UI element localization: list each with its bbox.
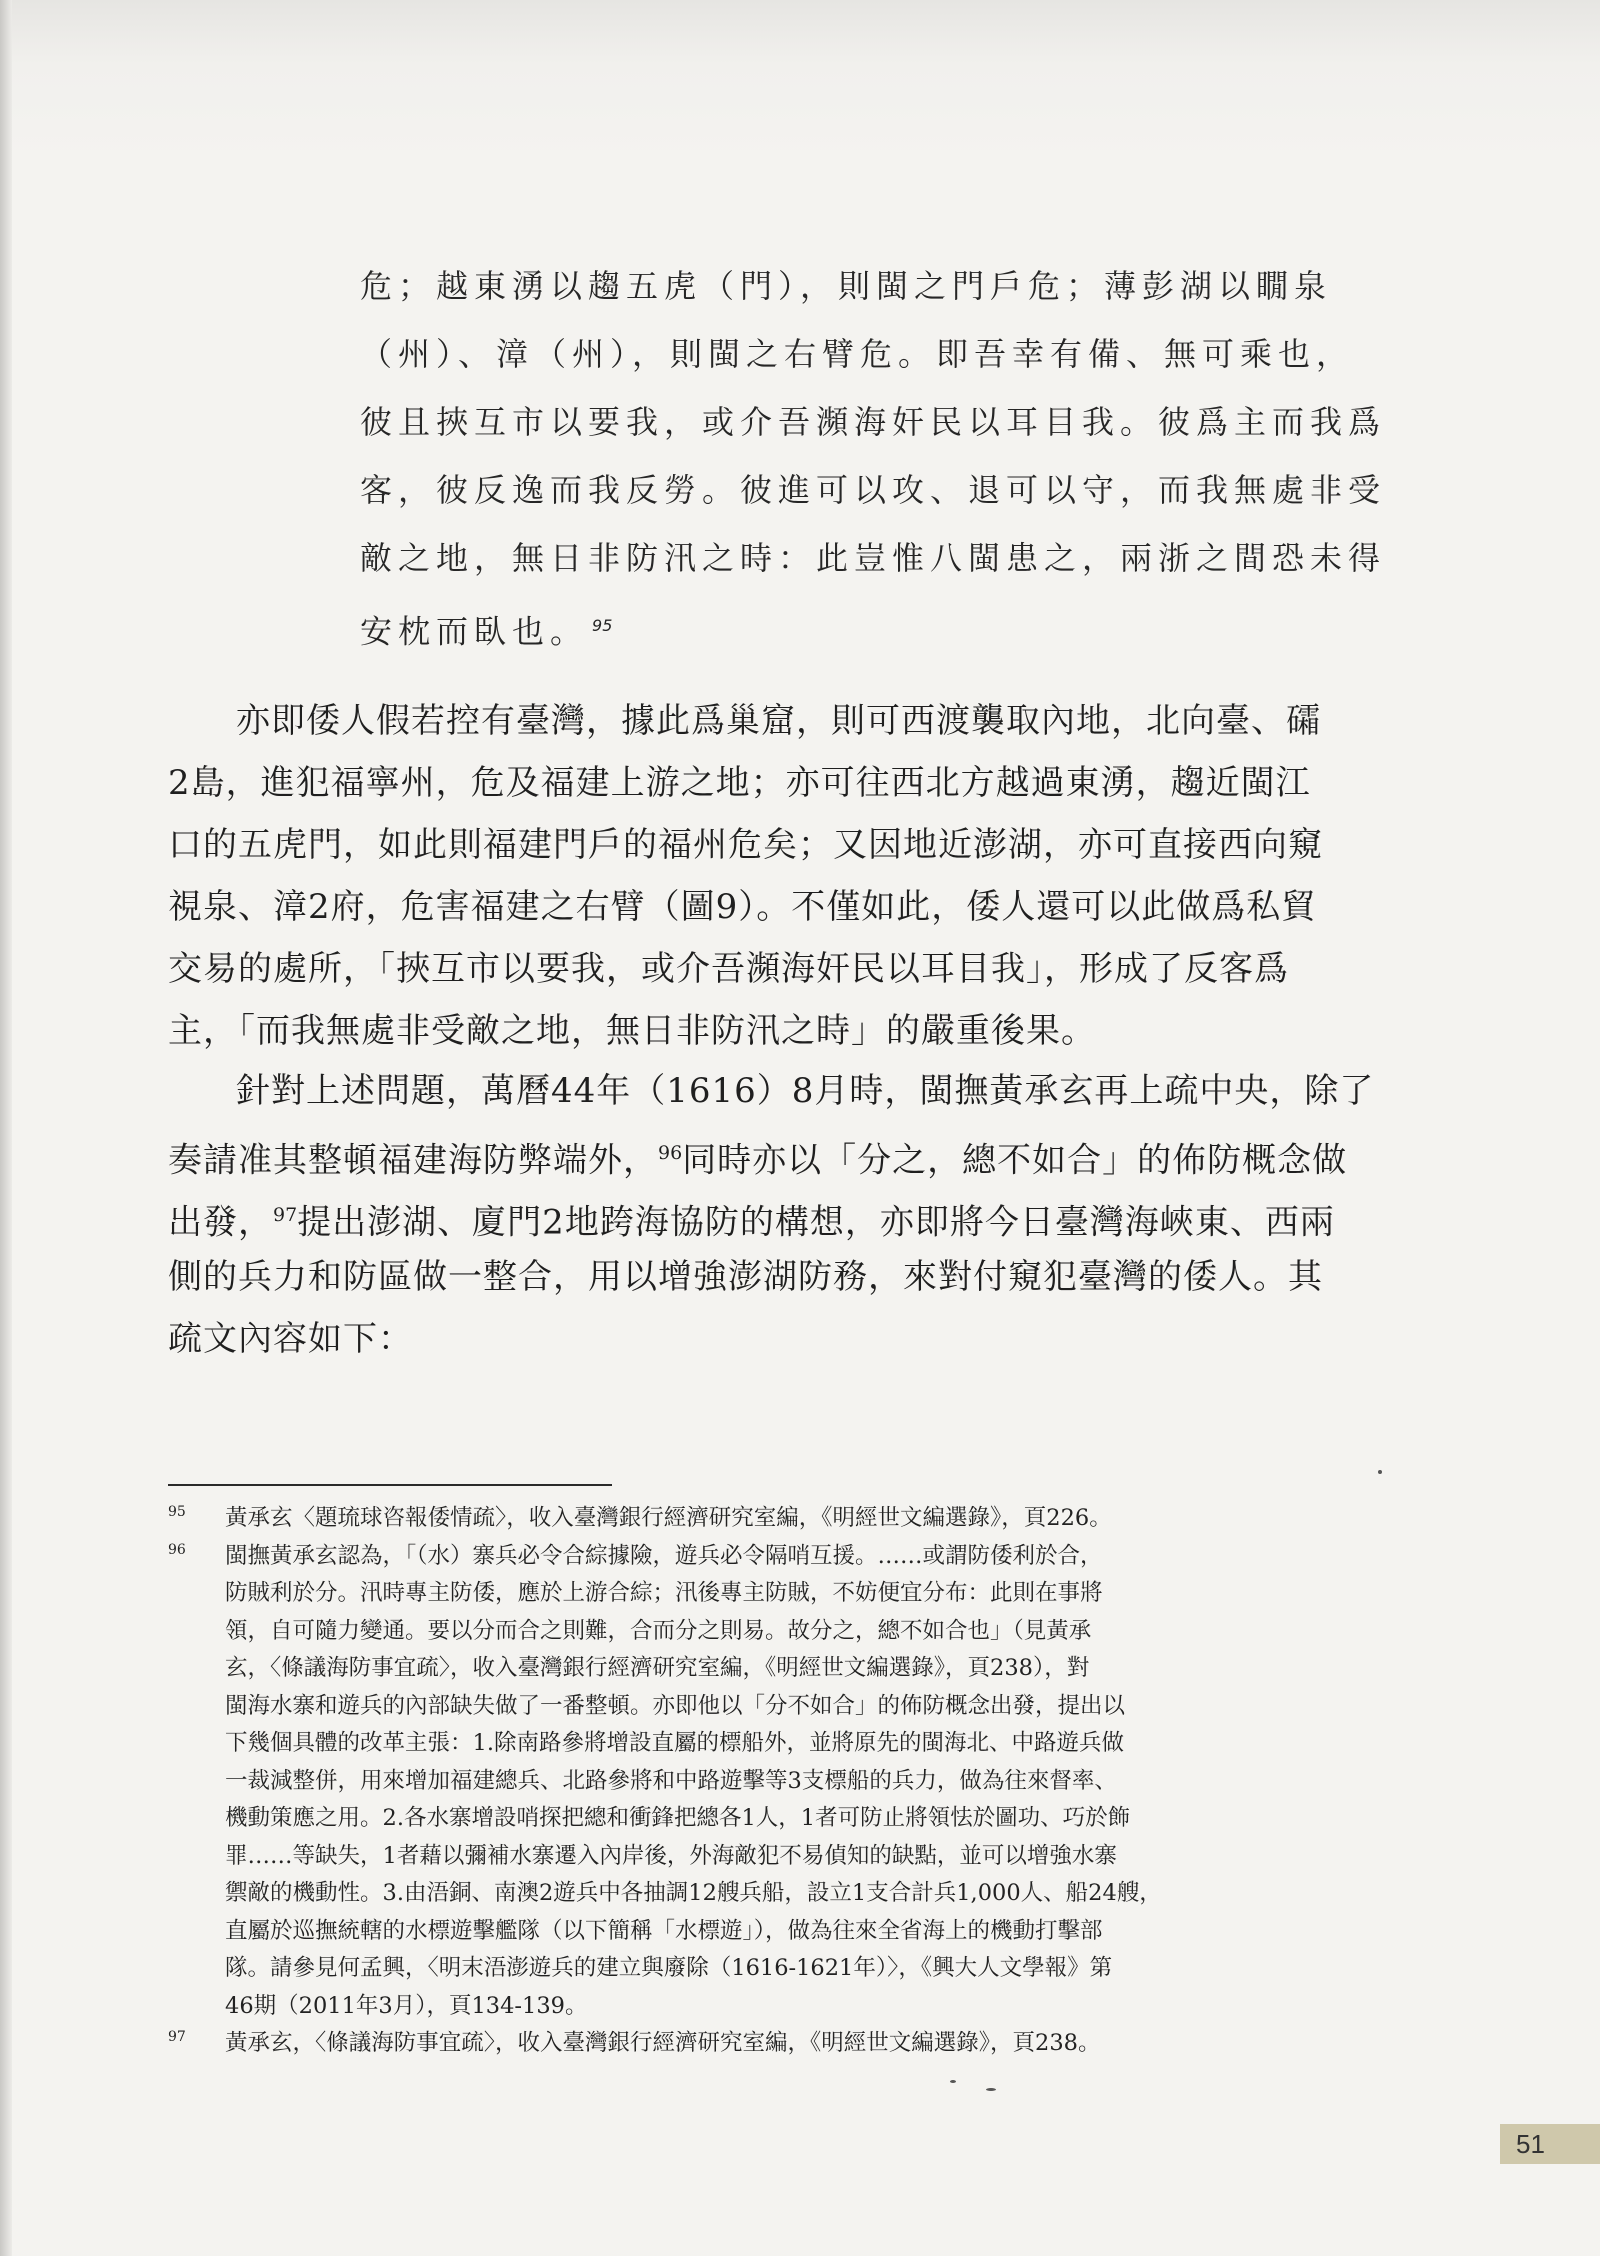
paragraph-line: 口的五虎門，如此則福建門戶的福州危矣；又因地近澎湖，亦可直接西向窺	[168, 825, 1323, 865]
paragraph-text: 奏請准其整頓福建海防弊端外，	[168, 1140, 658, 1181]
paragraph-line: 主，「而我無處非受敵之地，無日非防汛之時」的嚴重後果。	[168, 1011, 1096, 1051]
scan-speck	[1378, 1470, 1382, 1474]
paragraph-line: 視泉、漳2府，危害福建之右臂（圖9）。不僅如此，倭人還可以此做爲私貿	[168, 887, 1317, 927]
scan-speck	[986, 2088, 996, 2091]
footnote-line: 禦敵的機動性。3.由浯銅、南澳2遊兵中各抽調12艘兵船，設立1支合計兵1,000人、船24艘，	[225, 1880, 1162, 1906]
body-paragraph-1	[168, 690, 1358, 1062]
footnote-line: 罪……等缺失，1者藉以彌補水寨遷入內岸後，外海敵犯不易偵知的缺點，並可以增強水寨	[225, 1842, 1117, 1869]
footnote-line: 一裁減整併，用來增加福建總兵、北路參將和中路遊擊等3支標船的兵力，做為往來督率、	[225, 1767, 1117, 1794]
paragraph-line: 針對上述問題，萬曆44年（1616）8月時，閩撫黃承玄再上疏中央，除了	[236, 1071, 1375, 1111]
scan-speck	[950, 2080, 956, 2083]
footnote-line: 機動策應之用。2.各水寨增設哨探把總和衝鋒把總各1人，1者可防止將領怯於圖功、巧於飾	[225, 1805, 1131, 1831]
page-number: 51	[1500, 2124, 1600, 2164]
footnote-line: 黃承玄〈題琉球咨報倭情疏〉，收入臺灣銀行經濟研究室編，《明經世文編選錄》，頁226。	[225, 1505, 1112, 1531]
quote-line: 敵之地，無日非防汛之時：此豈惟八閩患之，兩浙之間恐未得	[360, 539, 1387, 577]
paragraph-line: 側的兵力和防區做一整合，用以增強澎湖防務，來對付窺犯臺灣的倭人。其	[168, 1257, 1323, 1297]
page-top-shadow	[12, 0, 1600, 160]
paragraph-line	[168, 1122, 1358, 1184]
footnote-96	[168, 1538, 1368, 2026]
footnote-line: 閩撫黃承玄認為，「（水）寨兵必令合綜據險，遊兵必令隔哨互援。……或謂防倭利於合，	[225, 1542, 1103, 1569]
footnotes	[168, 1500, 1368, 2063]
paragraph-line: 交易的處所，「挾互市以要我，或介吾瀕海奸民以耳目我」，形成了反客爲	[168, 949, 1289, 989]
quote-line	[360, 592, 1360, 660]
footnote-number: 96	[168, 1541, 186, 1558]
paragraph-line	[168, 1184, 1358, 1246]
footnote-line: 直屬於巡撫統轄的水標遊擊艦隊（以下簡稱「水標遊」），做為往來全省海上的機動打擊部	[225, 1917, 1103, 1944]
quote-line-text: 安枕而臥也。	[360, 612, 589, 651]
footnote-line: 黃承玄，〈條議海防事宜疏〉，收入臺灣銀行經濟研究室編，《明經世文編選錄》，頁238。	[225, 2030, 1101, 2056]
footnote-line: 下幾個具體的改革主張：1.除南路參將增設直屬的標船外，並將原先的閩海北、中路遊兵做	[225, 1730, 1124, 1756]
footnote-ref-97[interactable]: 97	[273, 1204, 298, 1226]
paragraph-text: 同時亦以「分之，總不如合」的佈防概念做	[682, 1140, 1348, 1181]
paragraph-text: 提出澎湖、廈門2地跨海協防的構想，亦即將今日臺灣海峽東、西兩	[297, 1202, 1335, 1243]
paragraph-line: 疏文內容如下：	[168, 1319, 413, 1359]
footnote-number: 95	[168, 1504, 186, 1520]
footnote-number: 97	[168, 2029, 186, 2045]
footnote-line: 玄，〈條議海防事宜疏〉，收入臺灣銀行經濟研究室編，《明經世文編選錄》，頁238），對	[225, 1655, 1090, 1681]
page-gutter-shadow	[0, 0, 12, 2256]
quote-line: 彼且挾互市以要我，或介吾瀕海奸民以耳目我。彼爲主而我爲	[360, 403, 1387, 441]
footnote-line: 隊。請參見何孟興，〈明末浯澎遊兵的建立與廢除（1616-1621年）〉，《興大人文學報》第	[225, 1955, 1113, 1981]
body-paragraph-2	[168, 1060, 1375, 1370]
quote-line: 客，彼反逸而我反勞。彼進可以攻、退可以守，而我無處非受	[360, 471, 1387, 509]
footnote-95	[168, 1500, 1368, 1538]
footnote-divider	[168, 1484, 612, 1486]
block-quote	[360, 252, 1387, 660]
footnote-line: 46期（2011年3月），頁134-139。	[225, 1992, 588, 2019]
footnote-ref-96[interactable]: 96	[658, 1142, 683, 1164]
footnote-line: 領，自可隨力變通。要以分而合之則難，合而分之則易。故分之，總不如合也」（見黃承	[225, 1617, 1092, 1644]
paragraph-text: 出發，	[168, 1202, 273, 1243]
footnote-97	[168, 2025, 1368, 2063]
quote-line: （州）、漳（州），則閩之右臂危。即吾幸有備、無可乘也，	[360, 335, 1355, 373]
footnote-line: 防賊利於分。汛時專主防倭，應於上游合綜；汛後專主防賊，不妨便宜分布：此則在事將	[225, 1580, 1103, 1606]
footnote-ref-95[interactable]: 95	[592, 616, 613, 635]
footnote-line: 閩海水寨和遊兵的內部缺失做了一番整頓。亦即他以「分不如合」的佈防概念出發，提出以	[225, 1692, 1126, 1719]
paragraph-line: 亦即倭人假若控有臺灣，據此爲巢窟，則可西渡襲取內地，北向臺、礵	[236, 701, 1321, 741]
quote-line: 危；越東湧以趨五虎（門），則閩之門戶危；薄彭湖以瞯泉	[360, 267, 1333, 305]
paragraph-line: 2島，進犯福寧州，危及福建上游之地；亦可往西北方越過東湧，趨近閩江	[168, 763, 1311, 803]
